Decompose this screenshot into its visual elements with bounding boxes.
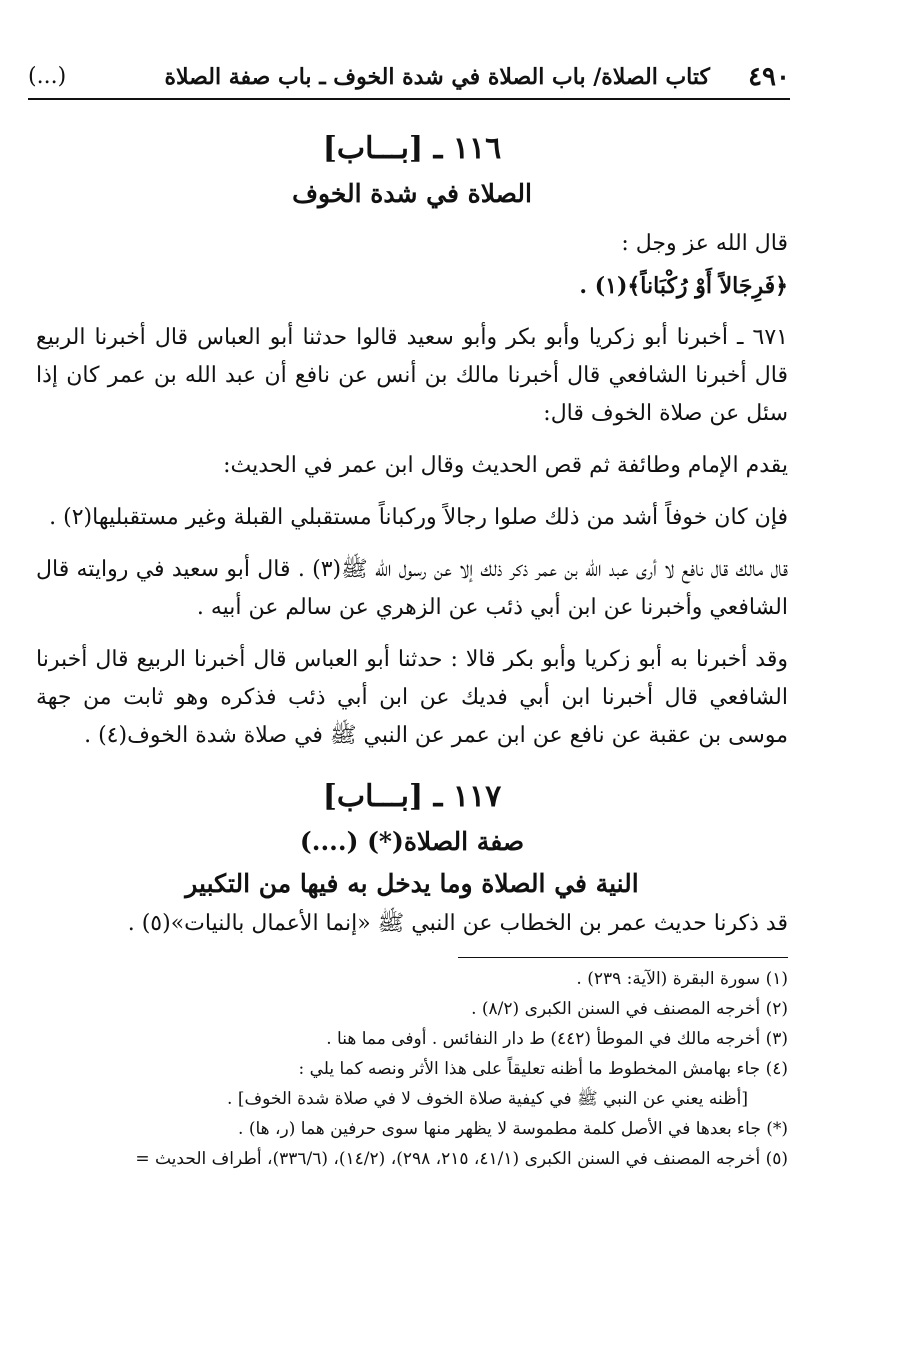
footnote: (٤) جاء بهامش المخطوط ما أظنه تعليقاً على هذا الأثر ونصه كما يلي : (298, 1059, 788, 1079)
footnote-divider (458, 957, 788, 958)
running-title: كتاب الصلاة/ باب الصلاة في شدة الخوف ـ باب صفة الصلاة (164, 64, 710, 90)
footnotes (36, 964, 788, 1174)
main-text (36, 125, 788, 1174)
chapter-subtitle: صفة الصلاة(*) (....) (299, 827, 525, 856)
footnote: [أظنه يعني عن النبي ﷺ في كيفية صلاة الخوف لا في صلاة شدة الخوف] . (227, 1089, 748, 1109)
footnote: (٢) أخرجه المصنف في السنن الكبرى (٨/٢) . (471, 999, 788, 1019)
page-number: ٤٩٠ (748, 62, 790, 92)
hadith-paragraph: قال مالك قال نافع لا أرى عبد الله بن عمر ذكر ذلك إلا عن رسول الله ﷺ(٣) . قال أبو سعيد في روايته قال الشافعي وأخبرنا عن ابن أبي ذئب عن الزهري عن سالم عن أبيه . (36, 557, 788, 620)
hadith-paragraph: فإن كان خوفاً أشد من ذلك صلوا رجالاً وركباناً مستقبلي القبلة وغير مستقبليها(٢) . (49, 505, 788, 530)
hadith-paragraph: وقد أخبرنا به أبو زكريا وأبو بكر قالا : حدثنا أبو العباس قال أخبرنا الربيع قال أخبرنا الشافعي قال أخبرنا ابن أبي فديك عن ابن أبي ذئب فذكره وهو ثابت من جهة موسى بن عقبة عن نافع عن ابن عمر عن النبي ﷺ في صلاة شدة الخوف(٤) . (36, 647, 788, 748)
hadith-paragraph: ٦٧١ ـ أخبرنا أبو زكريا وأبو بكر وأبو سعيد قالوا حدثنا أبو العباس قال أخبرنا الربيع قال أخبرنا الشافعي قال أخبرنا مالك بن أنس عن نافع أن عبد الله بن عمر كان إذا سئل عن صلاة الخوف قال: (36, 325, 788, 426)
chapter-section-117 (36, 773, 788, 943)
hadith-paragraph: قد ذكرنا حديث عمر بن الخطاب عن النبي ﷺ «إنما الأعمال بالنيات»(٥) . (127, 911, 788, 936)
quran-verse: ﴿فَرِجَالاً أَوْ رُكْبَاناً﴾(١) . (579, 273, 788, 299)
footnote: (٥) أخرجه المصنف في السنن الكبرى (٤١/١، ٢١٥، ٢٩٨)، (١٤/٢)، (٣٣٦/٦)، أطراف الحديث = (135, 1149, 788, 1169)
chapter-heading: ١١٧ ـ [بـــاب] (322, 779, 502, 814)
verse-intro: قال الله عز وجل : (621, 231, 788, 256)
running-header (28, 60, 790, 100)
footnote: (١) سورة البقرة (الآية: ٢٣٩) . (576, 969, 788, 989)
hadith-paragraph: يقدم الإمام وطائفة ثم قص الحديث وقال ابن عمر في الحديث: (223, 453, 788, 478)
footnote: (٣) أخرجه مالك في الموطأ (٤٤٢) ط دار النفائس . أوفى مما هنا . (326, 1029, 788, 1049)
chapter-subtitle: الصلاة في شدة الخوف (292, 179, 532, 208)
chapter-subtitle-2: النية في الصلاة وما يدخل به فيها من التكبير (185, 869, 639, 898)
footnote: (*) جاء بعدها في الأصل كلمة مطموسة لا يظهر منها سوى حرفين هما (ر، ها) . (238, 1119, 788, 1139)
chapter-heading: ١١٦ ـ [بـــاب] (322, 131, 502, 166)
running-title-continuation: (...) (28, 64, 67, 89)
